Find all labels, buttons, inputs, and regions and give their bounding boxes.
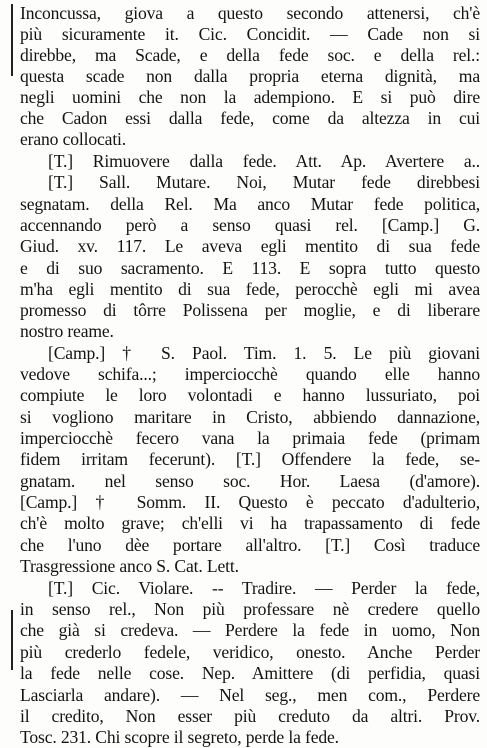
margin-rule-top [11,4,13,76]
text-line: in senso rel., Non più professare nè credere quello [20,599,480,619]
text-line: fidem irritam fecerunt). [T.] Offendere la fede, se- [20,449,480,469]
text-line: [Camp.] † S. Paol. Tim. 1. 5. Le più giovani [48,343,480,363]
text-line: [Camp.] † Somm. II. Questo è peccato d'adulterio, [20,492,480,512]
margin-rule-bottom [11,610,13,670]
text-line: ch'è molto grave; ch'elli vi ha trapassamento di fede [20,513,480,533]
text-line: [T.] Sall. Mutare. Noi, Mutar fede direbbesi [48,172,480,192]
text-line: il credito, Non esser più creduto da altri. Prov. [20,706,480,726]
text-line: Trasgressione anco S. Cat. Lett. [20,556,239,576]
text-line: che l'uno dèe portare all'altro. [T.] Così traduce [20,535,480,555]
text-line: m'ha egli mentito di sua fede, perocchè egli mi avea [20,279,480,299]
text-line: Giud. xv. 117. Le aveva egli mentito di sua fede [20,236,480,256]
text-line: direbbe, ma Scade, e della fede soc. e della rel.: [20,45,480,65]
text-line: questa scade non dalla propria eterna dignità, ma [20,66,480,86]
text-line: nostro reame. [20,321,114,341]
text-line: Tosc. 231. Chi scopre il segreto, perde la fede. [20,727,339,747]
text-line: [T.] Rimuovere dalla fede. Att. Ap. Avertere a.. [48,151,480,171]
text-line: si vogliono maritare in Cristo, abbiendo dannazione, [20,407,480,427]
text-line: più crederlo fedele, veridico, onesto. Anche Perder [20,642,480,662]
text-line: [T.] Cic. Violare. -- Tradire. — Perder la fede, [48,578,480,598]
text-line: la fede nelle cose. Nep. Amittere (di perfidia, quasi [20,663,480,683]
text-line: e di suo sacramento. E 113. E sopra tutto questo [20,258,480,278]
text-line: accennando però a senso quasi rel. [Camp.] G. [20,215,480,235]
text-line: che Cadon essi dalla fede, come da altezza in cui [20,108,480,128]
text-line: negli uomini che non la adempiono. E si può dire [20,87,480,107]
text-line: più sicuramente it. Cic. Concidit. — Cade non si [20,24,480,44]
text-line: Inconcussa, giova a questo secondo attenersi, ch'è [20,3,480,23]
text-line: Lasciarla andare). — Nel seg., men com., Perdere [20,685,480,705]
text-line: erano collocati. [20,129,127,149]
text-line: imperciocchè fecero vana la primaia fede (primam [20,428,480,448]
text-line: segnatam. della Rel. Ma anco Mutar fede politica, [20,194,480,214]
text-line: che già si credeva. — Perdere la fede in uomo, Non [20,620,480,640]
text-line: promesso di tôrre Polissena per moglie, e di liberare [20,300,480,320]
text-line: gnatam. nel senso soc. Hor. Laesa (d'amore). [20,471,480,491]
text-line: compiute le loro volontadi e hanno lussuriato, poi [20,385,480,405]
text-line: vedove schifa...; imperciocchè quando elle hanno [20,364,480,384]
